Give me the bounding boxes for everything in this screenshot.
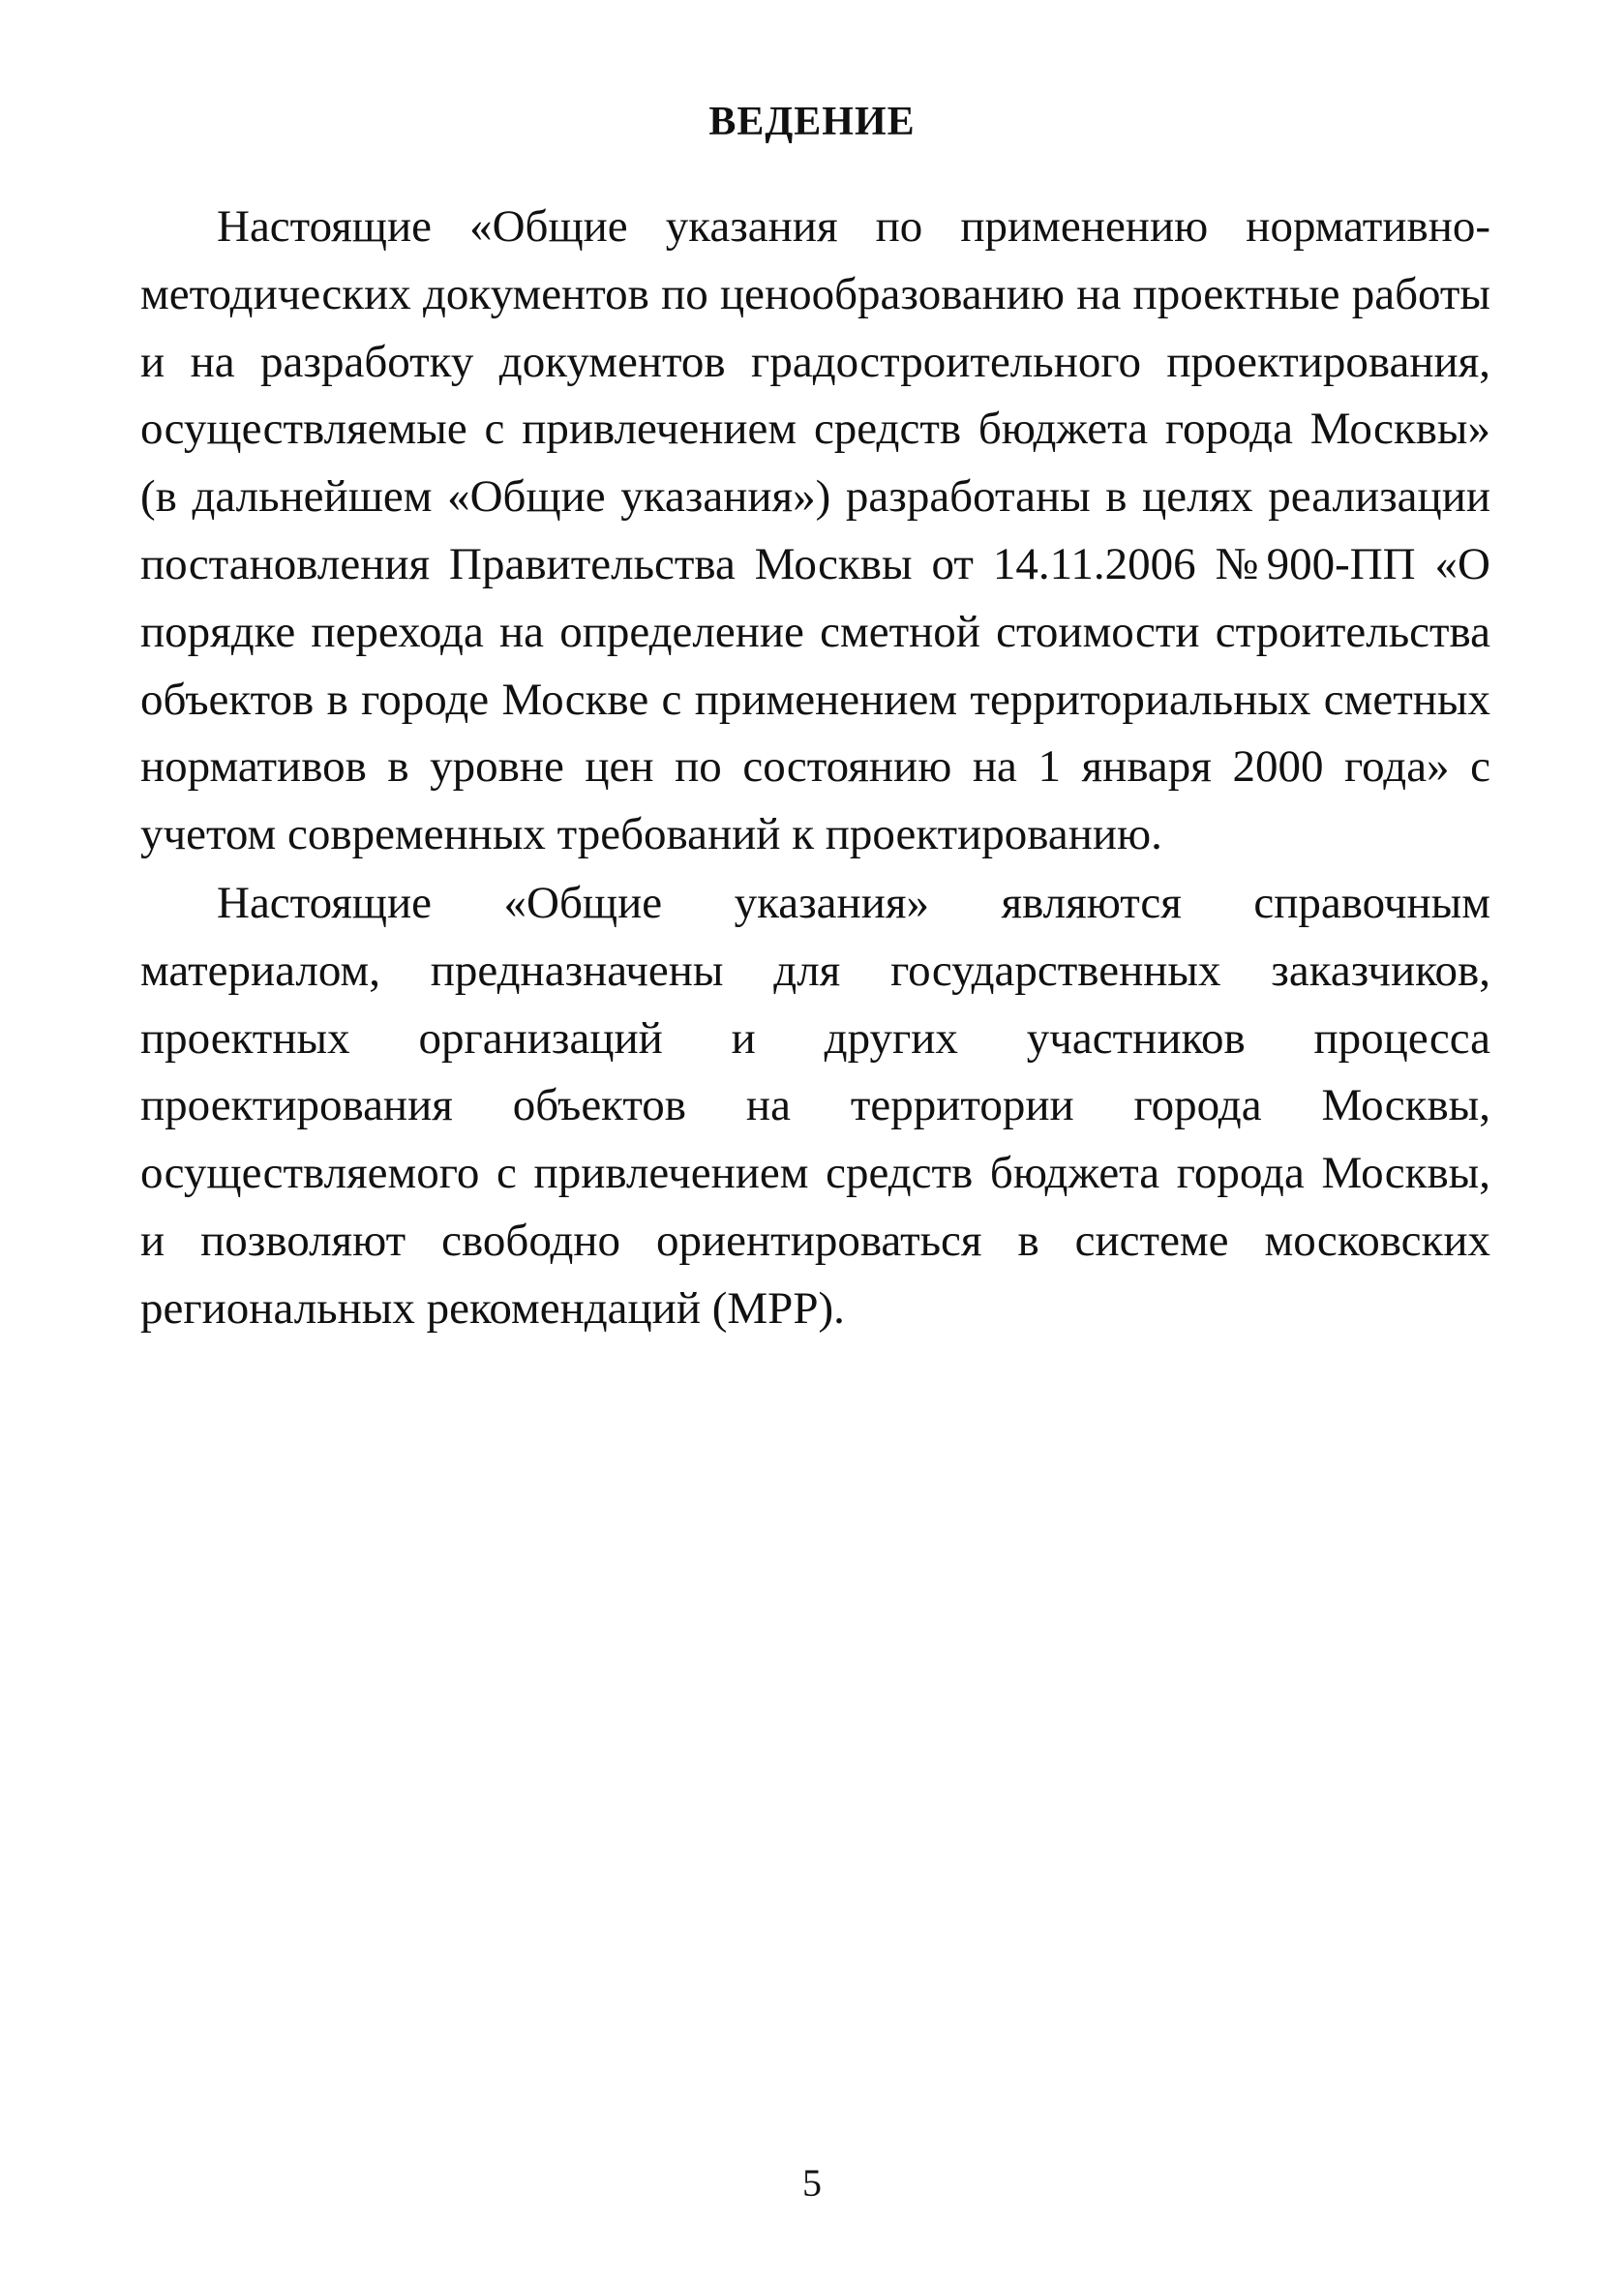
section-heading: ВЕДЕНИЕ <box>708 100 916 144</box>
paragraph-scope: Настоящие «Общие указания» являются справочным материалом, предназначены для государственных заказчиков, проектных организаций и других участников процесса проектирования объектов на территории города Москвы, осуществляемого с привлечением средств бюджета города Москвы, и позволяют свободно ориентироваться в системе московских региональных рекомендаций (МРР). <box>140 877 1490 1334</box>
paragraph-purpose: Настоящие «Общие указания по применению нормативно-методических документов по ценообразованию на проектные работы и на разработку документов градостроительного проектирования, осуществляемые с привлечением средств бюджета города Москвы» (в дальнейшем «Общие указания») разработаны в целях реализации постановления Правительства Москвы от 14.11.2006 №900-ПП «О порядке перехода на определение сметной стоимости строительства объектов в городе Москве с применением территориальных сметных нормативов в уровне цен по состоянию на 1 января 2000 года» с учетом современных требований к проектированию. <box>140 201 1490 860</box>
page-number: 5 <box>802 2161 822 2205</box>
body-text <box>140 194 1490 1344</box>
